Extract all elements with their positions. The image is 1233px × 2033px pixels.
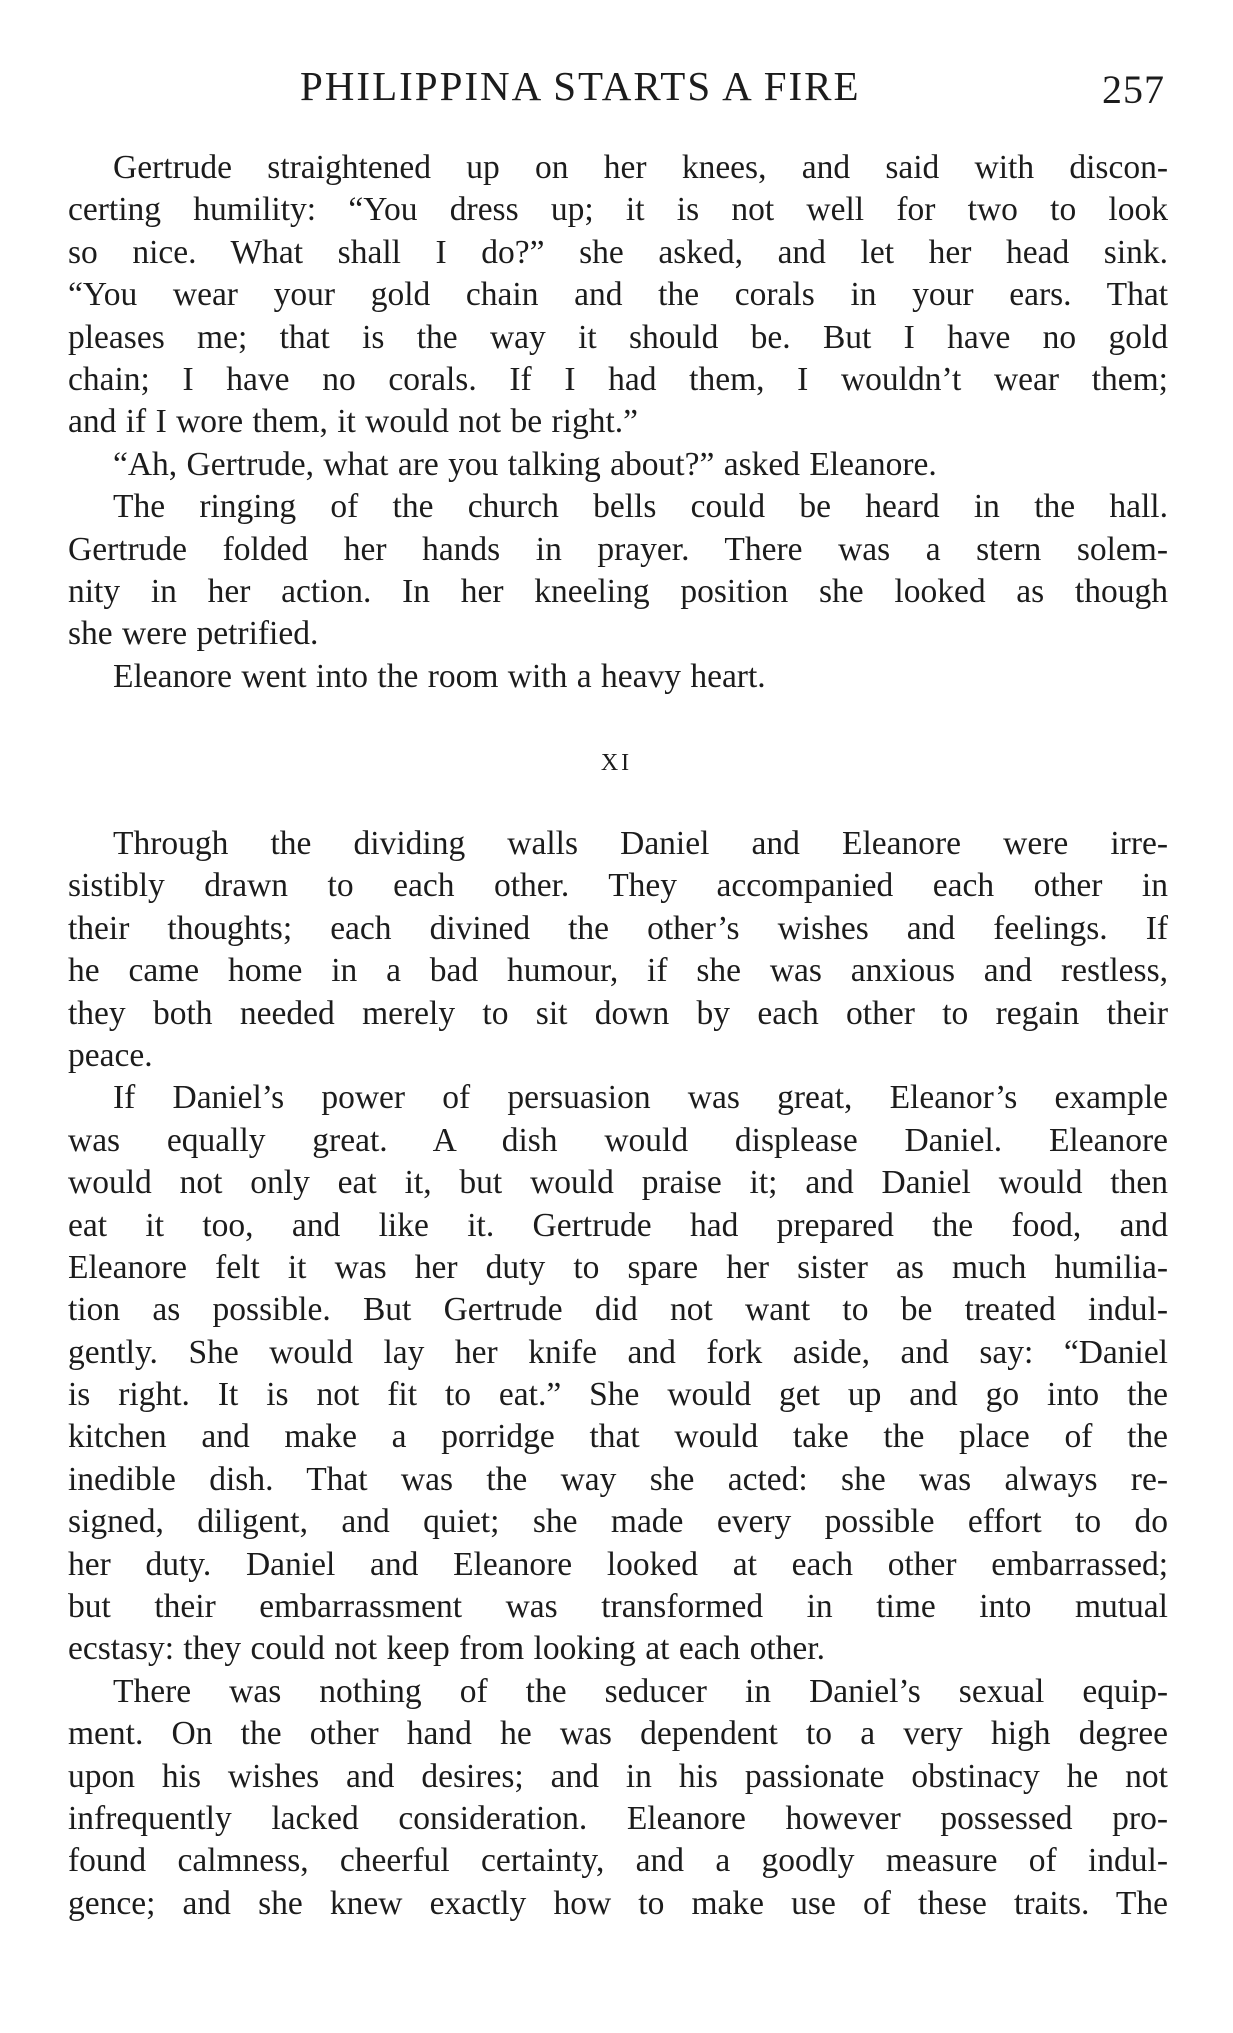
text-line: infrequently lacked consideration. Eleanore however possessed pro-: [68, 1799, 1168, 1837]
text-line: inedible dish. That was the way she acted: she was always re-: [68, 1460, 1168, 1498]
text-line: so nice. What shall I do?” she asked, and let her head sink.: [68, 233, 1168, 271]
text-line: sistibly drawn to each other. They accompanied each other in: [68, 867, 1168, 905]
text-line: Gertrude folded her hands in prayer. There was a stern solem-: [68, 530, 1168, 568]
text-line: and if I wore them, it would not be right.”: [68, 403, 638, 441]
text-line: but their embarrassment was transformed in time into mutual: [68, 1588, 1168, 1626]
text-line: upon his wishes and desires; and in his passionate obstinacy he not: [68, 1757, 1168, 1795]
text-line: ment. On the other hand he was dependent to a very high degree: [68, 1715, 1168, 1753]
text-before-section: [68, 147, 1168, 698]
text-line: would not only eat it, but would praise it; and Daniel would then: [68, 1164, 1168, 1202]
text-line: tion as possible. But Gertrude did not want to be treated indul-: [68, 1291, 1168, 1329]
section-number: XI: [600, 750, 633, 776]
text-line: is right. It is not fit to eat.” She would get up and go into the: [68, 1376, 1168, 1414]
text-line: they both needed merely to sit down by each other to regain their: [68, 994, 1168, 1032]
text-line: “You wear your gold chain and the corals in your ears. That: [68, 276, 1168, 314]
text-line: Gertrude straightened up on her knees, and said with discon-: [113, 149, 1168, 186]
text-line: chain; I have no corals. If I had them, I wouldn’t wear them;: [68, 360, 1168, 398]
text-line: was equally great. A dish would displease Daniel. Eleanore: [68, 1121, 1168, 1159]
text-line: eat it too, and like it. Gertrude had prepared the food, and: [68, 1206, 1168, 1244]
text-line: found calmness, cheerful certainty, and a goodly measure of indul-: [68, 1842, 1168, 1880]
text-line: her duty. Daniel and Eleanore looked at each other embarrassed;: [68, 1545, 1168, 1583]
text-line: Through the dividing walls Daniel and Eleanore were irre-: [113, 825, 1168, 862]
text-line: ecstasy: they could not keep from looking at each other.: [68, 1630, 825, 1668]
running-head: [0, 62, 1233, 122]
text-line: The ringing of the church bells could be heard in the hall.: [113, 488, 1168, 526]
text-line: Eleanore went into the room with a heavy heart.: [113, 657, 766, 695]
text-line: certing humility: “You dress up; it is not well for two to look: [68, 191, 1168, 229]
text-line: “Ah, Gertrude, what are you talking about?” asked Eleanore.: [113, 445, 937, 483]
text-line: pleases me; that is the way it should be. But I have no gold: [68, 318, 1168, 356]
running-title: PHILIPPINA STARTS A FIRE: [300, 63, 861, 109]
text-line: Eleanore felt it was her duty to spare her sister as much humilia-: [68, 1248, 1168, 1286]
text-line: kitchen and make a porridge that would take the place of the: [68, 1418, 1168, 1456]
page-number: 257: [1102, 67, 1165, 112]
text-line: peace.: [68, 1036, 153, 1074]
text-line: she were petrified.: [68, 615, 319, 653]
text-line: their thoughts; each divined the other’s wishes and feelings. If: [68, 909, 1168, 947]
text-line: If Daniel’s power of persuasion was great, Eleanor’s example: [113, 1079, 1168, 1117]
text-line: There was nothing of the seducer in Daniel’s sexual equip-: [113, 1672, 1168, 1710]
text-line: gence; and she knew exactly how to make use of these traits. The: [68, 1884, 1168, 1922]
text-after-section: [68, 823, 1168, 1925]
text-line: nity in her action. In her kneeling position she looked as though: [68, 572, 1168, 610]
text-line: gently. She would lay her knife and fork aside, and say: “Daniel: [68, 1333, 1168, 1371]
text-line: signed, diligent, and quiet; she made every possible effort to do: [68, 1503, 1168, 1541]
text-line: he came home in a bad humour, if she was anxious and restless,: [68, 952, 1168, 990]
